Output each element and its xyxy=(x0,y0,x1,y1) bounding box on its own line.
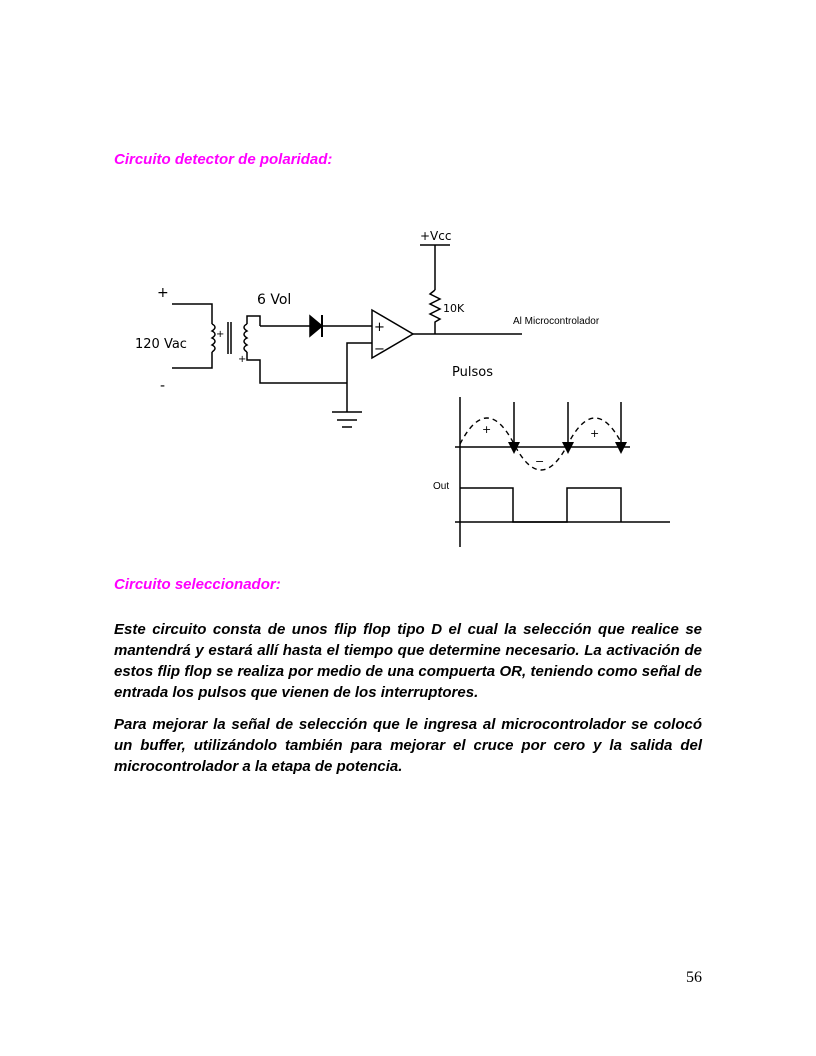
out-square-wave xyxy=(460,488,621,522)
diode-symbol xyxy=(310,316,322,336)
primary-winding-plus: + xyxy=(216,329,225,340)
polarity-detector-circuit-diagram xyxy=(130,192,690,552)
source-plus-sign: + xyxy=(157,285,169,301)
opamp-minus-wire xyxy=(347,343,372,412)
wave-plus-1: + xyxy=(482,423,492,436)
resistor-label: 10K xyxy=(443,302,465,315)
opamp-plus-sign: + xyxy=(374,320,385,335)
secondary-voltage-label: 6 Vol xyxy=(257,292,292,308)
source-voltage-label: 120 Vac xyxy=(135,337,187,352)
source-wire-top xyxy=(172,304,212,324)
wave-minus: − xyxy=(535,455,545,468)
body-paragraph-1: Este circuito consta de unos flip flop tipo D el cual la selección que realice se mantendrá y estará allí hasta el tiempo que determine necesario. La activación de estos flip flop se realiza por medio de una compuerta OR, teniendo como señal de entrada los pulsos que vienen de los interruptores. xyxy=(114,621,702,701)
primary-winding xyxy=(212,324,215,352)
output-label: Al Microcontrolador xyxy=(513,316,600,327)
source-wire-bottom xyxy=(172,352,212,368)
vcc-label: +Vcc xyxy=(420,229,452,243)
secondary-winding-plus: + xyxy=(238,354,247,365)
wave-plus-2: + xyxy=(590,427,600,440)
section-heading-polarity-detector: Circuito detector de polaridad: xyxy=(114,151,333,168)
secondary-winding xyxy=(244,324,247,352)
secondary-bottom-wire xyxy=(247,352,347,383)
resistor-zigzag xyxy=(430,290,440,334)
page-number: 56 xyxy=(686,969,702,986)
source-minus-sign: - xyxy=(160,378,166,394)
opamp-minus-sign: − xyxy=(374,342,385,357)
pulses-label: Pulsos xyxy=(452,365,493,380)
out-label: Out xyxy=(433,481,450,492)
section-heading-selector-circuit: Circuito seleccionador: xyxy=(114,576,281,593)
body-paragraph-2: Para mejorar la señal de selección que le ingresa al microcontrolador se colocó un buffer, utilizándolo también para mejorar el cruce por cero y la salida del microcontrolador a la etapa de potencia. xyxy=(114,716,702,775)
secondary-top-wire xyxy=(247,316,260,326)
